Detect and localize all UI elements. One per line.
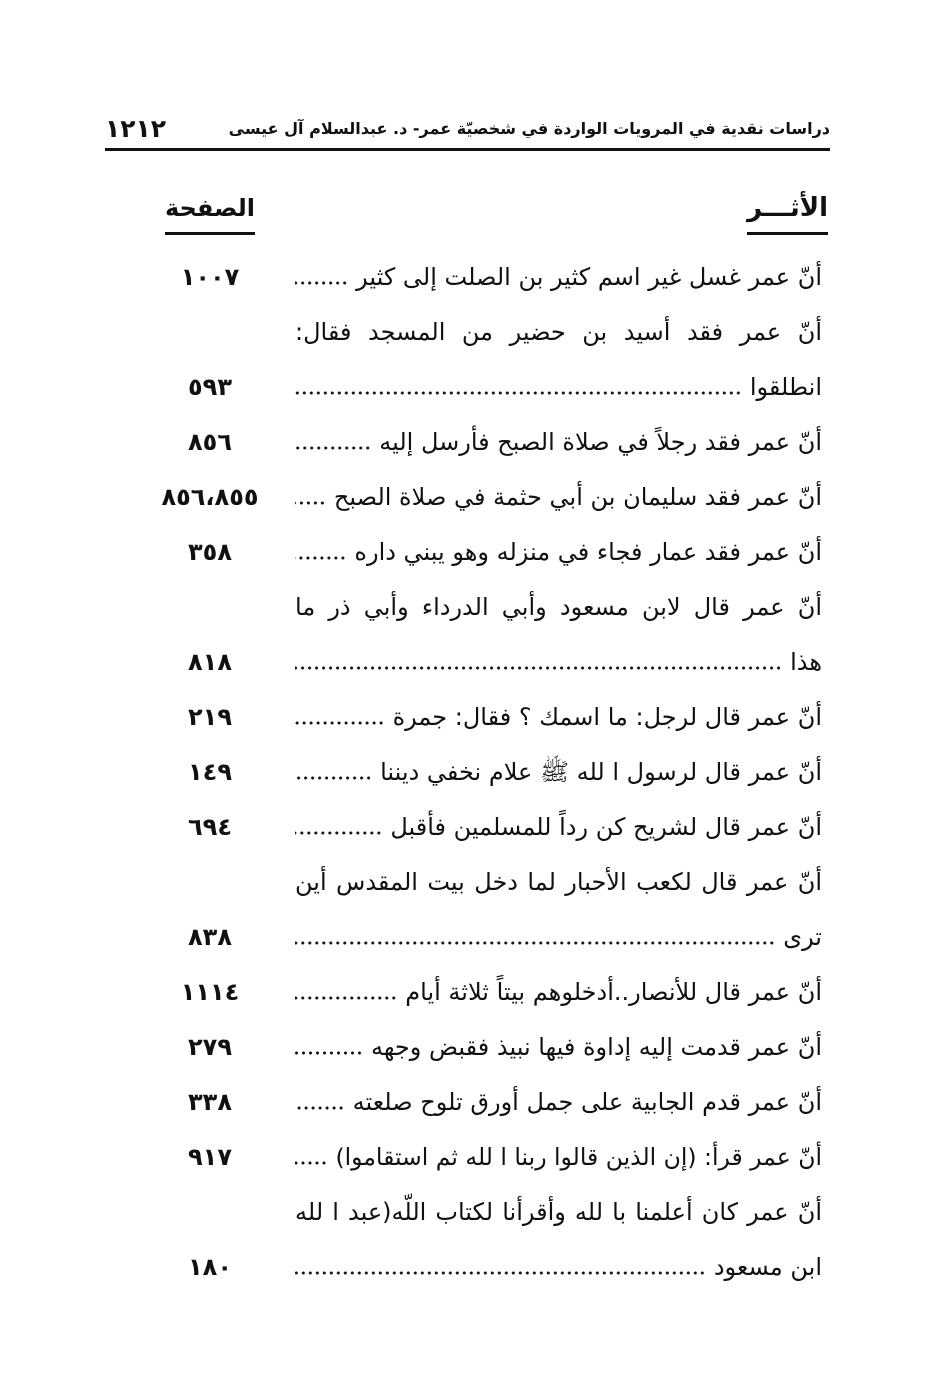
entry-text-cell: [295, 965, 822, 1020]
entry-page-number: ١٤٩: [188, 758, 232, 786]
page-number-cell: [150, 580, 270, 635]
column-gap: [270, 690, 295, 745]
entry-text-cell: [295, 910, 822, 965]
index-entry-line: [150, 305, 822, 360]
entry-text: أنّ عمر قال للأنصار..أدخلوهم بيتاً ثلاثة أيام: [405, 978, 822, 1006]
dot-leader: [295, 1271, 706, 1275]
entry-text-cell: [295, 855, 822, 910]
dot-leader: [295, 281, 348, 285]
entry-page-number: ٨٥٦: [188, 428, 232, 456]
entry-text-cell: [295, 1240, 822, 1295]
dot-leader: [295, 501, 326, 505]
entry-text: أنّ عمر قال لرسول ا لله ﷺ علام نخفي ديننا: [380, 758, 822, 786]
entry-text: أنّ عمر قدم الجابية على جمل أورق تلوح صلعته: [352, 1088, 822, 1116]
index-entry-line: [150, 415, 822, 470]
column-gap: [270, 855, 295, 910]
column-gap: [270, 1240, 295, 1295]
entry-text-cell: [295, 690, 822, 745]
column-gap: [270, 1130, 295, 1185]
entry-text: أنّ عمر فقد رجلاً في صلاة الصبح فأرسل إليه: [379, 428, 822, 456]
column-gap: [270, 1075, 295, 1130]
index-entry-line: [150, 1185, 822, 1240]
column-gap: [270, 1020, 295, 1075]
index-entry-line: [150, 1130, 822, 1185]
index-entry-line: [150, 525, 822, 580]
entry-text-cell: [295, 1185, 822, 1240]
entry-page-number: ٣٣٨: [188, 1088, 232, 1116]
entry-text: أنّ عمر فقد سليمان بن أبي حثمة في صلاة الصبح: [333, 483, 822, 511]
entry-page-number: ٣٥٨: [188, 538, 232, 566]
entry-text: أنّ عمر غسل غير اسم كثير بن الصلت إلى كثير: [356, 263, 822, 291]
entry-text-cell: [295, 1075, 822, 1130]
entry-page-number: ٨٥٦،٨٥٥: [161, 483, 259, 511]
dot-leader: [295, 666, 782, 670]
entry-text-cell: [295, 470, 822, 525]
entry-page-number: ٥٩٣: [188, 373, 232, 401]
index-entry-line: [150, 745, 822, 800]
entry-page-number: ١١١٤: [180, 978, 240, 1006]
entry-text-cell: [295, 1130, 822, 1185]
index-entry-line: [150, 910, 822, 965]
entry-text-cell: [295, 360, 822, 415]
entry-text: ابن مسعود: [713, 1253, 822, 1281]
index-entry-line: [150, 580, 822, 635]
column-gap: [270, 250, 295, 305]
entry-text-cell: [295, 1020, 822, 1075]
entry-text-cell: [295, 580, 822, 635]
dot-leader: [295, 831, 382, 835]
dot-leader: [295, 941, 775, 945]
page-number-cell: [150, 305, 270, 360]
dot-leader: [295, 721, 385, 725]
index-entry-line: [150, 635, 822, 690]
dot-leader: [295, 556, 346, 560]
entry-text: انطلقوا: [749, 373, 822, 401]
entry-page-number: ٨٣٨: [188, 923, 232, 951]
column-header-page-wrap: [150, 188, 270, 235]
entry-page-number: ٢١٩: [188, 703, 232, 731]
entry-text-cell: [295, 525, 822, 580]
entry-text: أنّ عمر فقد عمار فجاء في منزله وهو يبني داره: [354, 538, 822, 566]
column-gap: [270, 305, 295, 360]
page-number-cell: [150, 855, 270, 910]
index-entry-line: [150, 855, 822, 910]
column-gap: [270, 965, 295, 1020]
entry-text: أنّ عمر قرأ: (إن الذين قالوا ربنا ا لله ثم استقاموا): [335, 1143, 822, 1171]
entry-page-number: ١٠٠٧: [180, 263, 240, 291]
column-gap: [270, 415, 295, 470]
entry-text: أنّ عمر قدمت إليه إداوة فيها نبيذ فقبض وجهه: [371, 1033, 822, 1061]
column-gap: [270, 525, 295, 580]
dot-leader: [295, 1161, 327, 1165]
dot-leader: [295, 776, 372, 780]
column-gap: [270, 800, 295, 855]
entry-text-cell: [295, 415, 822, 470]
column-gap: [270, 470, 295, 525]
column-gap: [270, 635, 295, 690]
entry-text: أنّ عمر فقد أسيد بن حضير من المسجد فقال:: [295, 318, 822, 346]
column-gap: [270, 745, 295, 800]
entry-page-number: ١٨٠: [188, 1253, 232, 1281]
entry-text-cell: [295, 305, 822, 360]
entry-text-cell: [295, 745, 822, 800]
index-entry-line: [150, 1075, 822, 1130]
entry-text-cell: [295, 250, 822, 305]
column-gap: [270, 360, 295, 415]
header-rule: [105, 148, 830, 151]
column-gap: [270, 1185, 295, 1240]
column-header-page: الصفحة: [165, 188, 255, 235]
header-page-number: ١٢١٢: [105, 114, 167, 143]
entry-page-number: ٦٩٤: [188, 813, 232, 841]
index-entry-line: [150, 800, 822, 855]
dot-leader: [295, 1106, 345, 1110]
entry-page-number: ٨١٨: [188, 648, 232, 676]
index-entry-line: [150, 965, 822, 1020]
index-entry-line: [150, 1240, 822, 1295]
entry-text: أنّ عمر قال لابن مسعود وأبي الدرداء وأبي ذر ما: [295, 593, 822, 621]
page-number-cell: [150, 1185, 270, 1240]
entry-text: أنّ عمر كان أعلمنا با لله وأقرأنا لكتاب اللّه(عبد ا لله: [295, 1198, 822, 1226]
entry-text: ترى: [783, 923, 822, 951]
header-title: دراسات نقدية في المرويات الواردة في شخصيّة عمر- د. عبدالسلام آل عيسى: [228, 119, 830, 138]
entry-page-number: ٢٧٩: [188, 1033, 232, 1061]
column-gap: [270, 580, 295, 635]
index-list: [150, 250, 822, 1295]
entry-text: هذا: [790, 648, 822, 676]
dot-leader: [295, 1051, 363, 1055]
column-gap: [270, 910, 295, 965]
running-header: [105, 110, 830, 148]
column-header-athar: الأثـــر: [747, 188, 828, 235]
entry-text-cell: [295, 635, 822, 690]
entry-text: أنّ عمر قال لشريح كن رداً للمسلمين فأقبل: [390, 813, 822, 841]
entry-page-number: ٩١٧: [188, 1143, 232, 1171]
dot-leader: [295, 391, 742, 395]
index-entry-line: [150, 1020, 822, 1075]
index-entry-line: [150, 360, 822, 415]
dot-leader: [295, 996, 397, 1000]
dot-leader: [295, 446, 371, 450]
entry-text-cell: [295, 800, 822, 855]
entry-text: أنّ عمر قال لرجل: ما اسمك ؟ فقال: جمرة: [392, 703, 822, 731]
entry-text: أنّ عمر قال لكعب الأحبار لما دخل بيت المقدس أين: [295, 868, 822, 896]
index-entry-line: [150, 470, 822, 525]
index-entry-line: [150, 690, 822, 745]
index-entry-line: [150, 250, 822, 305]
